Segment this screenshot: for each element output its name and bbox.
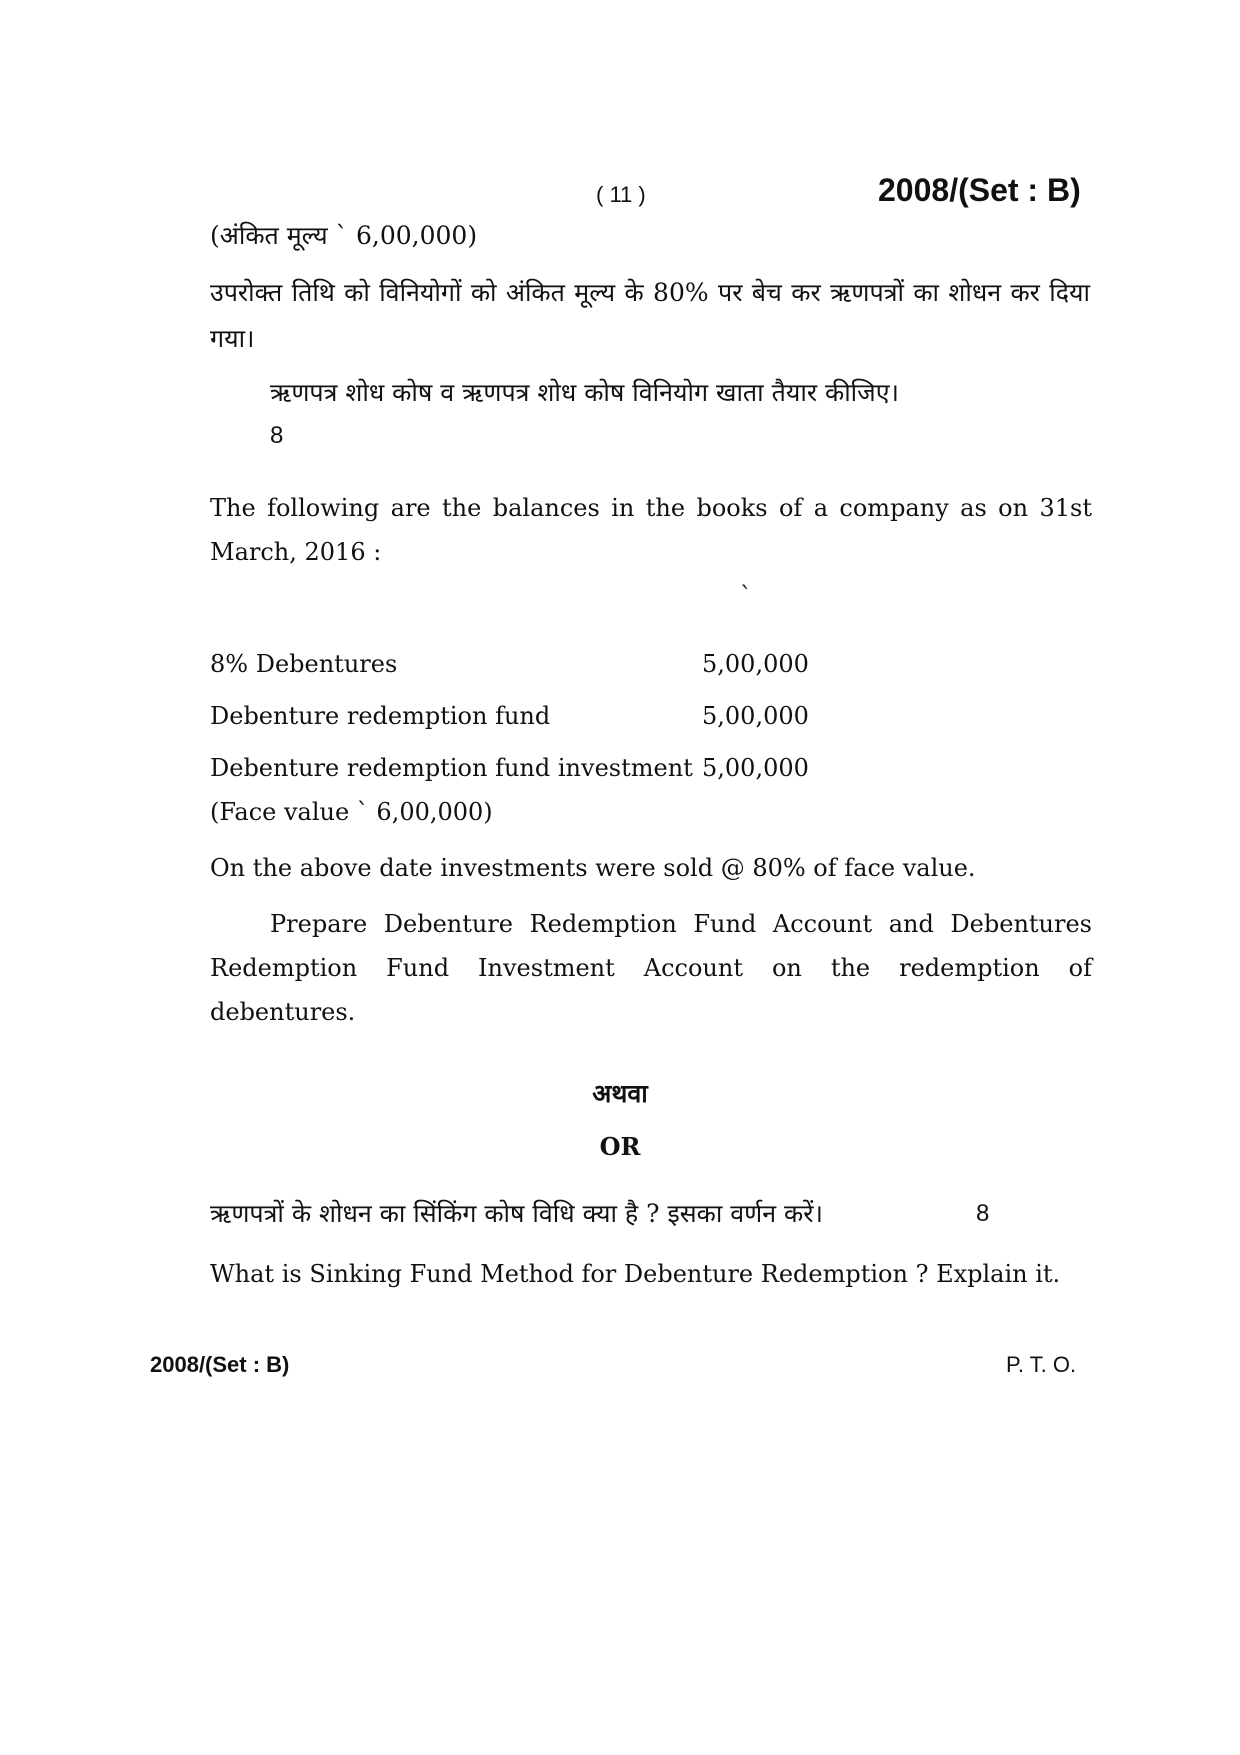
pto-label: P. T. O. bbox=[1006, 1352, 1077, 1377]
question-marks: 8 bbox=[976, 1200, 990, 1227]
english-intro: The following are the balances in the books of a company as on 31st March, 2016 : bbox=[210, 494, 1092, 566]
balance-label: Debenture redemption fund investment bbox=[210, 754, 693, 782]
english-sale-line: On the above date investments were sold @ 80% of face value. bbox=[210, 854, 976, 882]
english-question: What is Sinking Fund Method for Debenture Redemption ? Explain it. bbox=[210, 1260, 1061, 1288]
english-prepare-instruction bbox=[210, 902, 1092, 1034]
paper-code-header: 2008/(Set : B) bbox=[878, 172, 1081, 208]
paper-code-footer: 2008/(Set : B) bbox=[150, 1352, 290, 1377]
hindi-sale-paragraph: उपरोक्त तिथि को विनियोगों को अंकित मूल्य के 80% पर बेच कर ऋणपत्रों का शोधन कर दिया गया। bbox=[210, 278, 1090, 353]
hindi-face-value: (अंकित मूल्य ` 6,00,000) bbox=[210, 221, 478, 250]
hindi-marks: 8 bbox=[270, 422, 284, 449]
balance-value: 5,00,000 bbox=[702, 650, 809, 678]
balance-value: 5,00,000 bbox=[702, 754, 809, 782]
currency-symbol: ` bbox=[740, 582, 752, 610]
or-separator-english: OR bbox=[599, 1132, 641, 1161]
page-number: ( 11 ) bbox=[596, 182, 646, 207]
balance-label: 8% Debentures bbox=[210, 650, 398, 678]
balance-row bbox=[210, 642, 910, 686]
or-separator-hindi: अथवा bbox=[592, 1079, 648, 1108]
english-face-value: (Face value ` 6,00,000) bbox=[210, 798, 493, 826]
hindi-question: ऋणपत्रों के शोधन का सिंकिंग कोष विधि क्या है ? इसका वर्णन करें। bbox=[210, 1199, 823, 1228]
english-prepare-text: Prepare Debenture Redemption Fund Account and Debentures Redemption Fund Investment Account on the redemption of debentures. bbox=[210, 910, 1092, 1026]
balance-row bbox=[210, 694, 910, 738]
balance-value: 5,00,000 bbox=[702, 702, 809, 730]
balance-label: Debenture redemption fund bbox=[210, 702, 551, 730]
balance-row bbox=[210, 746, 910, 790]
hindi-instruction: ऋणपत्र शोध कोष व ऋणपत्र शोध कोष विनियोग खाता तैयार कीजिए। bbox=[270, 378, 899, 407]
